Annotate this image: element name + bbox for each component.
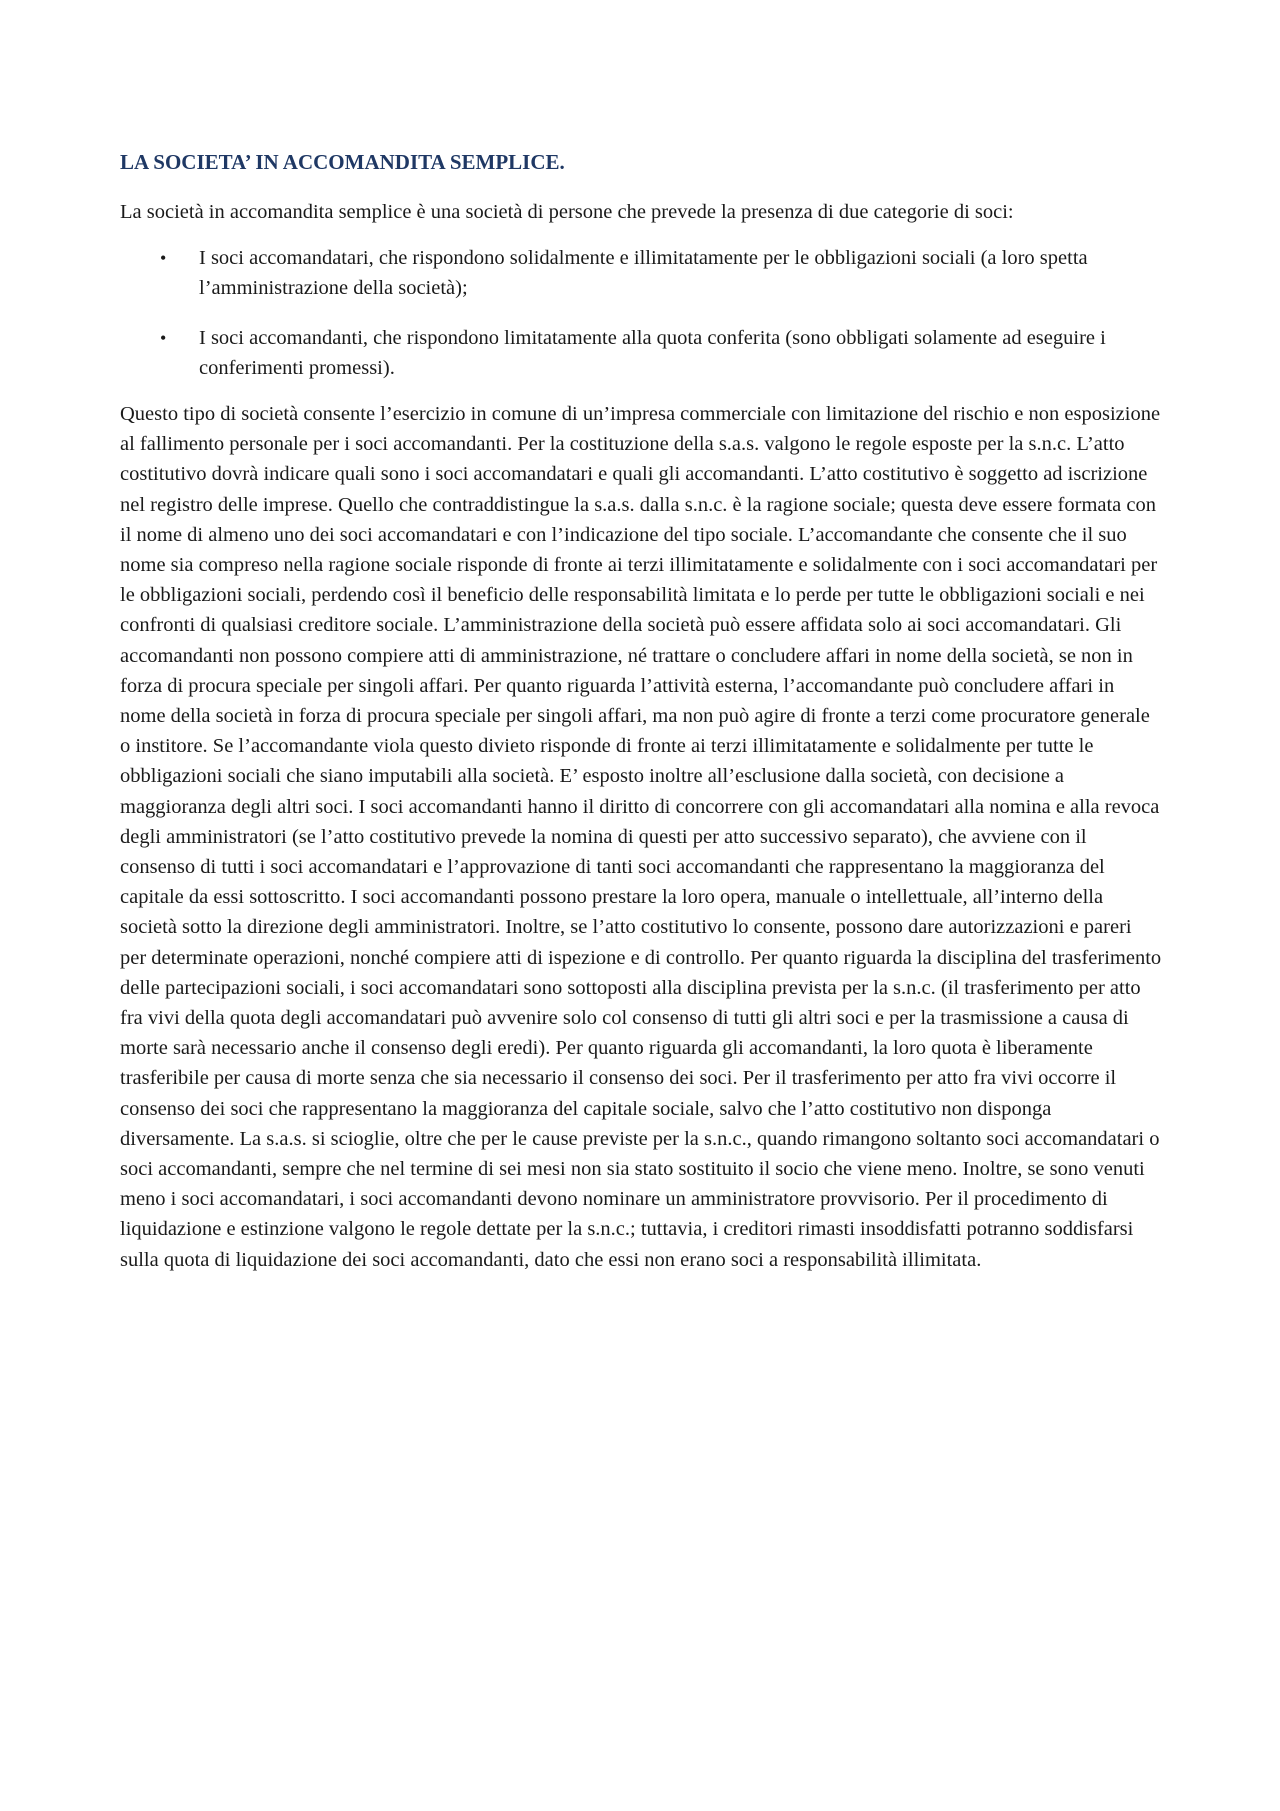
bullet-list xyxy=(120,243,1162,383)
bullet-text-accomandanti: I soci accomandanti, che rispondono limitatamente alla quota conferita (sono obbligati solamente ad eseguire i conferimenti promessi). xyxy=(199,327,1106,379)
bullet-icon: • xyxy=(160,248,167,268)
bullet-text-accomandatari: I soci accomandatari, che rispondono solidalmente e illimitatamente per le obbligazioni sociali (a loro spetta l’amministrazione della società); xyxy=(199,247,1088,299)
body-paragraph: Questo tipo di società consente l’esercizio in comune di un’impresa commerciale con limitazione del rischio e non esposizione al fallimento personale per i soci accomandanti. Per la costituzione della s.a.s. valgono le regole esposte per la s.n.c. L’atto costitutivo dovrà indicare quali sono i soci accomandatari e quali gli accomandanti. L’atto costitutivo è soggetto ad iscrizione nel registro delle imprese. Quello che contraddistingue la s.a.s. dalla s.n.c. è la ragione sociale; questa deve essere formata con il nome di almeno uno dei soci accomandatari e con l’indicazione del tipo sociale. L’accomandante che consente che il suo nome sia compreso nella ragione sociale risponde di fronte ai terzi illimitatamente e solidalmente con i soci accomandatari per le obbligazioni sociali, perdendo così il beneficio delle responsabilità limitata e lo perde per tutte le obbligazioni sociali e nei confronti di qualsiasi creditore sociale. L’amministrazione della società può essere affidata solo ai soci accomandatari. Gli accomandanti non possono compiere atti di amministrazione, né trattare o concludere affari in nome della società, se non in forza di procura speciale per singoli affari. Per quanto riguarda l’attività esterna, l’accomandante può concludere affari in nome della società in forza di procura speciale per singoli affari, ma non può agire di fronte a terzi come procuratore generale o institore. Se l’accomandante viola questo divieto risponde di fronte ai terzi illimitatamente e solidalmente per tutte le obbligazioni sociali che siano imputabili alla società. E’ esposto inoltre all’esclusione dalla società, con decisione a maggioranza degli altri soci. I soci accomandanti hanno il diritto di concorrere con gli accomandatari alla nomina e alla revoca degli amministratori (se l’atto costitutivo prevede la nomina di questi per atto successivo separato), che avviene con il consenso di tutti i soci accomandatari e l’approvazione di tanti soci accomandanti che rappresentano la maggioranza del capitale da essi sottoscritto. I soci accomandanti possono prestare la loro opera, manuale o intellettuale, all’interno della società sotto la direzione degli amministratori. Inoltre, se l’atto costitutivo lo consente, possono dare autorizzazioni e pareri per determinate operazioni, nonché compiere atti di ispezione e di controllo. Per quanto riguarda la disciplina del trasferimento delle partecipazioni sociali, i soci accomandatari sono sottoposti alla disciplina prevista per la s.n.c. (il trasferimento per atto fra vivi della quota degli accomandatari può avvenire solo col consenso di tutti gli altri soci e per la trasmissione a causa di morte sarà necessario anche il consenso degli eredi). Per quanto riguarda gli accomandanti, la loro quota è liberamente trasferibile per causa di morte senza che sia necessario il consenso dei soci. Per il trasferimento per atto fra vivi occorre il consenso dei soci che rappresentano la maggioranza del capitale sociale, salvo che l’atto costitutivo non disponga diversamente. La s.a.s. si scioglie, oltre che per le cause previste per la s.n.c., quando rimangono soltanto soci accomandatari o soci accomandanti, sempre che nel termine di sei mesi non sia stato sostituito il socio che viene meno. Inoltre, se sono venuti meno i soci accomandatari, i soci accomandanti devono nominare un amministratore provvisorio. Per il procedimento di liquidazione e estinzione valgono le regole dettate per la s.n.c.; tuttavia, i creditori rimasti insoddisfatti potranno soddisfarsi sulla quota di liquidazione dei soci accomandanti, dato che essi non erano soci a responsabilità illimitata. xyxy=(120,403,1162,1271)
document-title: LA SOCIETA’ IN ACCOMANDITA SEMPLICE. xyxy=(120,150,565,174)
list-item xyxy=(120,323,1162,383)
intro-paragraph: La società in accomandita semplice è una società di persone che prevede la presenza di due categorie di soci: xyxy=(120,201,1014,223)
list-item xyxy=(120,243,1162,303)
bullet-icon: • xyxy=(160,328,167,348)
document-content xyxy=(120,147,1162,1275)
